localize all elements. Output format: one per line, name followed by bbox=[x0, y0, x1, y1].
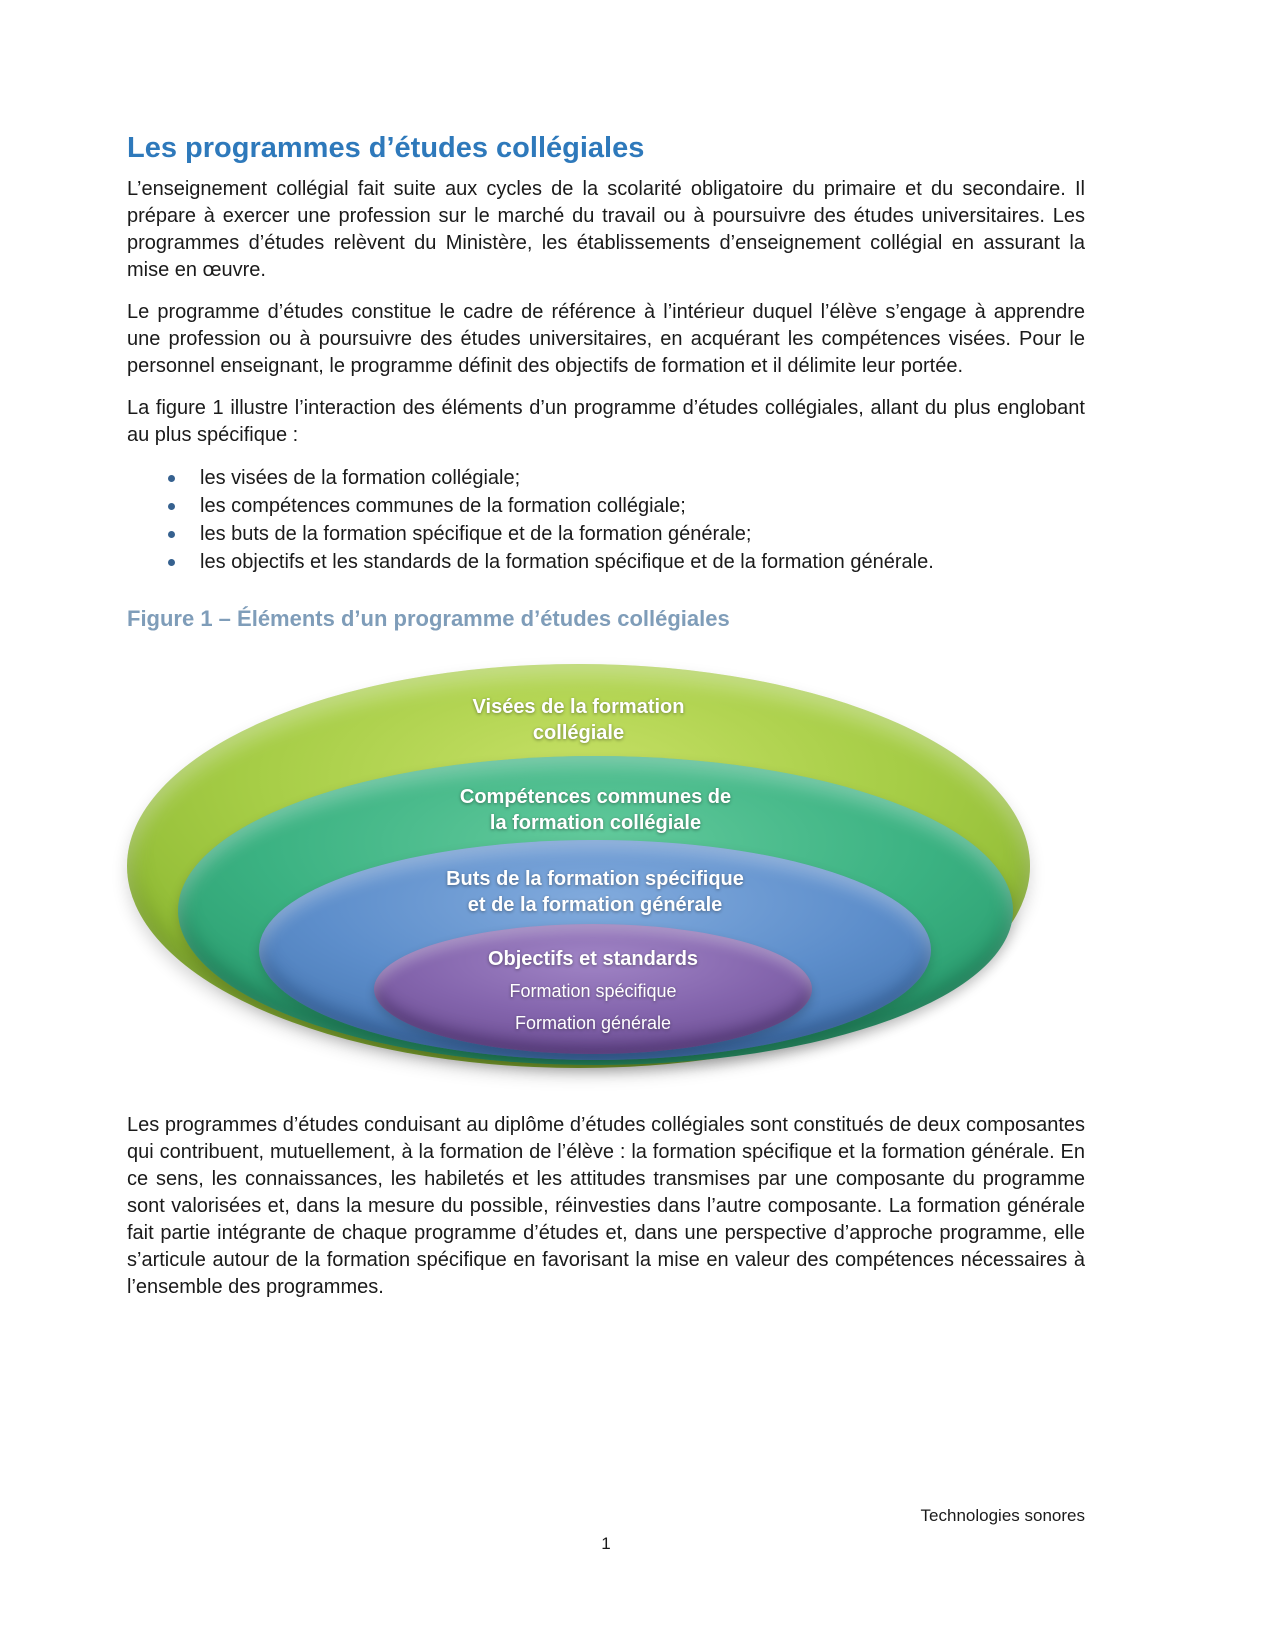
ring-label-line: Compétences communes de bbox=[459, 786, 732, 808]
ring-label-line: et de la formation générale bbox=[467, 894, 723, 916]
ring-label-competences bbox=[178, 784, 1013, 836]
bullet-text: les compétences communes de la formation collégiale; bbox=[200, 495, 686, 517]
paragraph-closing: Les programmes d’études conduisant au diplôme d’études collégiales sont constitués de deux composantes qui contribuent, mutuellement, à la formation de l’élève : la formation spécifique et la formation générale. En ce sens, les connaissances, les habiletés et les attitudes transmises par une composante du programme sont valorisées et, dans la mesure du possible, réinvesties dans l’autre composante. La formation générale fait partie intégrante de chaque programme d’études et, dans une perspective d’approche programme, elle s’articule autour de la formation spécifique en favorisant la mise en valeur des compétences nécessaires à l’ensemble des programmes. bbox=[127, 1114, 1085, 1298]
paragraph-figure-intro: La figure 1 illustre l’interaction des éléments d’un programme d’études collégiales, allant du plus englobant au plus spécifique : bbox=[127, 397, 1085, 446]
bullet-dot-icon bbox=[168, 475, 175, 482]
ring-label-visees bbox=[127, 694, 1030, 746]
bullet-item-visees bbox=[127, 464, 1085, 492]
bullet-text: les buts de la formation spécifique et de la formation générale; bbox=[200, 523, 752, 545]
ring-label-subline: Formation spécifique bbox=[509, 981, 677, 1001]
page-title: Les programmes d’études collégiales bbox=[127, 132, 645, 164]
bullet-item-objectifs bbox=[127, 548, 1085, 576]
ring-label-subline: Formation générale bbox=[514, 1013, 672, 1033]
bullet-item-buts bbox=[127, 520, 1085, 548]
figure-nested-ellipse-diagram bbox=[127, 662, 1085, 1074]
bullet-text: les visées de la formation collégiale; bbox=[200, 467, 521, 489]
ring-label-line: Objectifs et standards bbox=[487, 948, 699, 970]
bullet-text: les objectifs et les standards de la formation spécifique et de la formation générale. bbox=[200, 551, 934, 573]
ring-label-line: Visées de la formation bbox=[472, 696, 685, 718]
bullet-item-competences bbox=[127, 492, 1085, 520]
figure-caption: Figure 1 – Éléments d’un programme d’études collégiales bbox=[127, 606, 730, 631]
ring-label-line: collégiale bbox=[532, 722, 625, 744]
paragraph-intro: L’enseignement collégial fait suite aux cycles de la scolarité obligatoire du primaire et du secondaire. Il prépare à exercer une profession sur le marché du travail ou à poursuivre des études universitaires. Les programmes d’études relèvent du Ministère, les établissements d’enseignement collégial en assurant la mise en œuvre. bbox=[127, 178, 1085, 281]
bullet-dot-icon bbox=[168, 559, 175, 566]
bullet-list bbox=[127, 464, 1085, 576]
paragraph-programme: Le programme d’études constitue le cadre de référence à l’intérieur duquel l’élève s’engage à apprendre une profession ou à poursuivre des études universitaires, en acquérant les compétences visées. Pour le personnel enseignant, le programme définit des objectifs de formation et il délimite leur portée. bbox=[127, 301, 1085, 377]
ring-label-buts bbox=[259, 866, 931, 918]
ring-label-line: Buts de la formation spécifique bbox=[446, 868, 744, 890]
ring-label-objectifs bbox=[374, 946, 812, 1036]
page-content bbox=[127, 132, 1085, 1316]
page-number: 1 bbox=[601, 1534, 611, 1553]
bullet-dot-icon bbox=[168, 531, 175, 538]
ring-label-line: la formation collégiale bbox=[489, 812, 702, 834]
bullet-dot-icon bbox=[168, 503, 175, 510]
footer-document-label: Technologies sonores bbox=[920, 1506, 1085, 1525]
